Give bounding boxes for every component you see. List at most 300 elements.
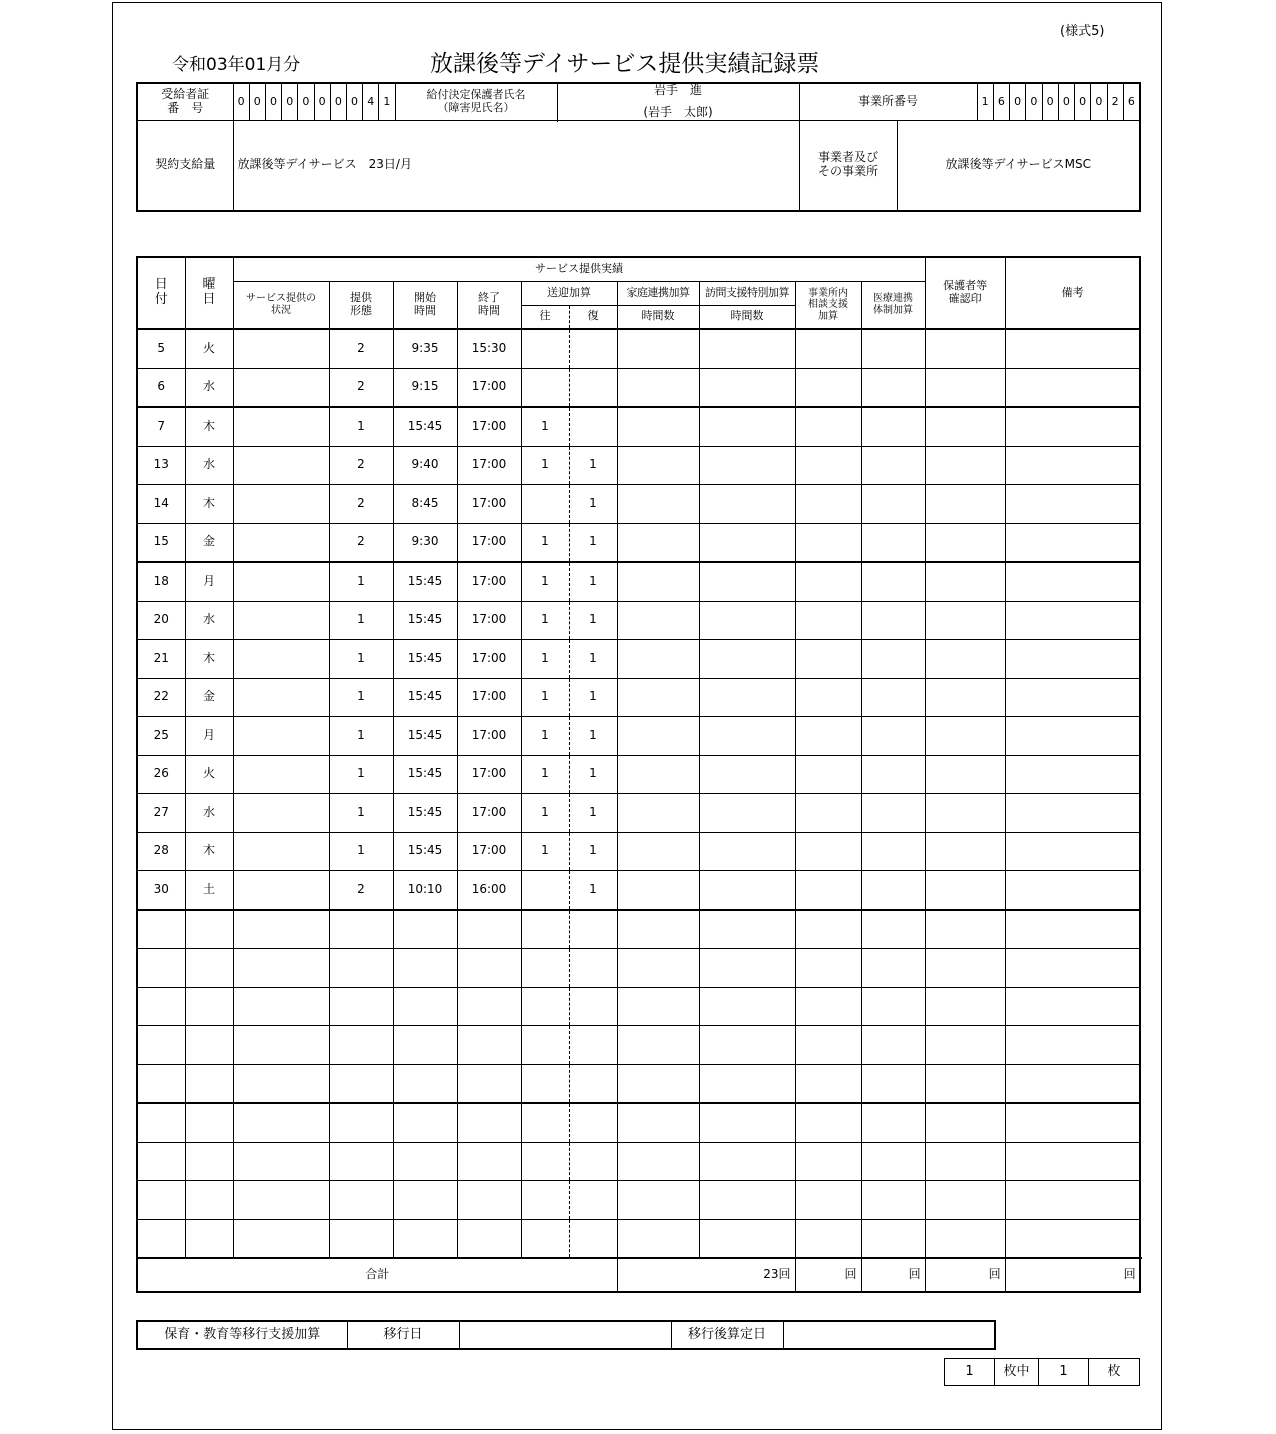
- month-label: 令和03年01月分: [172, 55, 301, 75]
- day-cell: [137, 1026, 185, 1065]
- medical-cell: [861, 601, 925, 640]
- form-cell: 1: [329, 832, 393, 871]
- start-cell: 15:45: [393, 755, 457, 794]
- status-cell: [233, 1026, 329, 1065]
- return-cell: [569, 910, 617, 949]
- start-cell: 15:45: [393, 794, 457, 833]
- guardian-seal-cell: [925, 1181, 1005, 1220]
- status-cell: [233, 678, 329, 717]
- medical-cell: [861, 755, 925, 794]
- start-cell: [393, 1219, 457, 1258]
- status-cell: [233, 562, 329, 601]
- form-cell: [329, 1103, 393, 1142]
- family-hours-cell: [617, 368, 699, 407]
- consult-cell: [795, 910, 861, 949]
- office-digit-boxes: [978, 84, 1140, 120]
- weekday-cell: 月: [185, 562, 233, 601]
- consult-cell: [795, 717, 861, 756]
- transition-support-table: [136, 1320, 996, 1350]
- return-cell: 1: [569, 678, 617, 717]
- visit-hours-cell: [699, 871, 795, 910]
- guardian-label: 給付決定保護者氏名 （障害児氏名）: [395, 83, 557, 121]
- medical-cell: [861, 329, 925, 368]
- consult-cell: [795, 368, 861, 407]
- weekday-cell: 水: [185, 601, 233, 640]
- outbound-cell: 1: [521, 678, 569, 717]
- cert-digit: 0: [347, 84, 363, 120]
- weekday-header: 曜 日: [185, 257, 233, 329]
- family-hours-cell: [617, 1064, 699, 1103]
- return-header: 復: [569, 305, 617, 329]
- day-cell: [137, 1103, 185, 1142]
- medical-cell: [861, 832, 925, 871]
- medical-cell: [861, 987, 925, 1026]
- medical-cell: [861, 1219, 925, 1258]
- status-cell: [233, 601, 329, 640]
- weekday-cell: 火: [185, 755, 233, 794]
- weekday-cell: 土: [185, 871, 233, 910]
- weekday-cell: [185, 1142, 233, 1181]
- start-cell: [393, 987, 457, 1026]
- visit-hours-cell: [699, 949, 795, 988]
- visit-header: 訪問支援特別加算: [699, 281, 795, 305]
- medical-cell: [861, 949, 925, 988]
- remarks-cell: [1005, 1142, 1140, 1181]
- totals-label-text: 合計: [365, 1267, 390, 1282]
- visit-hours-cell: [699, 678, 795, 717]
- visit-hours-cell: [699, 562, 795, 601]
- start-cell: [393, 910, 457, 949]
- end-cell: 17:00: [457, 368, 521, 407]
- table-row: [137, 601, 1140, 640]
- remarks-cell: [1005, 601, 1140, 640]
- guardian-seal-cell: [925, 523, 1005, 562]
- form-cell: [329, 949, 393, 988]
- weekday-cell: [185, 1064, 233, 1103]
- return-cell: 1: [569, 640, 617, 679]
- table-row: [137, 987, 1140, 1026]
- end-cell: 17:00: [457, 755, 521, 794]
- visit-hours-cell: [699, 1026, 795, 1065]
- table-row: [137, 1103, 1140, 1142]
- medical-cell: [861, 910, 925, 949]
- cert-digit: 0: [266, 84, 282, 120]
- guardian-name: 岩手 進: [653, 83, 702, 98]
- table-row: [137, 794, 1140, 833]
- day-cell: 6: [137, 368, 185, 407]
- remarks-cell: [1005, 1026, 1140, 1065]
- visit-hours-cell: [699, 1142, 795, 1181]
- family-hours-cell: [617, 832, 699, 871]
- medical-cell: [861, 1064, 925, 1103]
- office-digit: 6: [1127, 94, 1135, 108]
- form-cell: 2: [329, 446, 393, 485]
- day-header: 日 付: [137, 257, 185, 329]
- family-hours-cell: [617, 562, 699, 601]
- end-cell: 17:00: [457, 640, 521, 679]
- start-cell: [393, 949, 457, 988]
- remarks-cell: [1005, 1064, 1140, 1103]
- end-cell: [457, 1181, 521, 1220]
- outbound-cell: [521, 1026, 569, 1065]
- guardian-seal-cell: [925, 1219, 1005, 1258]
- weekday-cell: [185, 910, 233, 949]
- family-hours-cell: [617, 755, 699, 794]
- return-cell: 1: [569, 523, 617, 562]
- weekday-cell: 水: [185, 446, 233, 485]
- family-header: 家庭連携加算: [617, 281, 699, 305]
- cert-digit: 0: [331, 84, 347, 120]
- weekday-cell: [185, 1219, 233, 1258]
- visit-hours-cell: [699, 910, 795, 949]
- family-hours-cell: [617, 1181, 699, 1220]
- cert-number: [233, 83, 395, 121]
- family-hours-header: 時間数: [617, 305, 699, 329]
- consult-cell: [795, 485, 861, 524]
- guardian-seal-cell: [925, 717, 1005, 756]
- office-digit: 0: [1091, 84, 1107, 120]
- outbound-cell: [521, 1219, 569, 1258]
- child-name: (岩手 太郎): [643, 105, 713, 119]
- family-hours-cell: [617, 987, 699, 1026]
- form-cell: [329, 1142, 393, 1181]
- return-cell: 1: [569, 562, 617, 601]
- consult-cell: [795, 329, 861, 368]
- start-cell: 15:45: [393, 407, 457, 446]
- remarks-cell: [1005, 523, 1140, 562]
- remarks-cell: [1005, 640, 1140, 679]
- day-cell: 14: [137, 485, 185, 524]
- weekday-cell: 水: [185, 794, 233, 833]
- status-cell: [233, 368, 329, 407]
- start-cell: [393, 1103, 457, 1142]
- start-cell: 15:45: [393, 832, 457, 871]
- return-cell: [569, 987, 617, 1026]
- guardian-seal-cell: [925, 640, 1005, 679]
- totals-family: 回: [795, 1258, 861, 1292]
- day-cell: [137, 1142, 185, 1181]
- end-cell: [457, 949, 521, 988]
- status-cell: [233, 717, 329, 756]
- consult-cell: [795, 755, 861, 794]
- family-hours-cell: [617, 640, 699, 679]
- end-cell: [457, 1219, 521, 1258]
- remarks-cell: [1005, 368, 1140, 407]
- return-cell: 1: [569, 832, 617, 871]
- end-cell: 17:00: [457, 717, 521, 756]
- guardian-seal-cell: [925, 1103, 1005, 1142]
- outbound-cell: [521, 329, 569, 368]
- consult-cell: [795, 871, 861, 910]
- day-cell: [137, 987, 185, 1026]
- end-cell: 15:30: [457, 329, 521, 368]
- remarks-cell: [1005, 1103, 1140, 1142]
- medical-cell: [861, 1181, 925, 1220]
- day-cell: 5: [137, 329, 185, 368]
- office-digit: 6: [994, 84, 1010, 120]
- table-row: [137, 755, 1140, 794]
- status-cell: [233, 640, 329, 679]
- remarks-cell: [1005, 678, 1140, 717]
- form-cell: 1: [329, 640, 393, 679]
- service-results-header: サービス提供実績: [233, 257, 925, 281]
- totals-row: [137, 1258, 1140, 1292]
- return-cell: [569, 1142, 617, 1181]
- day-cell: [137, 910, 185, 949]
- header-info-table: [136, 82, 1141, 212]
- outbound-cell: 1: [521, 562, 569, 601]
- status-cell: [233, 987, 329, 1026]
- consult-cell: [795, 1064, 861, 1103]
- end-cell: 17:00: [457, 794, 521, 833]
- table-row: [137, 910, 1140, 949]
- status-cell: [233, 949, 329, 988]
- visit-hours-cell: [699, 446, 795, 485]
- weekday-cell: 木: [185, 640, 233, 679]
- consult-cell: [795, 794, 861, 833]
- outbound-cell: [521, 1142, 569, 1181]
- table-row: [137, 329, 1140, 368]
- status-cell: [233, 523, 329, 562]
- transition-calc-label: 移行後算定日: [671, 1321, 783, 1349]
- form-cell: 2: [329, 523, 393, 562]
- end-cell: 17:00: [457, 601, 521, 640]
- consult-cell: [795, 832, 861, 871]
- form-cell: 2: [329, 329, 393, 368]
- status-cell: [233, 794, 329, 833]
- return-cell: [569, 329, 617, 368]
- guardian-seal-cell: [925, 1142, 1005, 1181]
- guardian-seal-cell: [925, 794, 1005, 833]
- start-cell: 15:45: [393, 601, 457, 640]
- status-cell: [233, 1181, 329, 1220]
- records-table: [136, 256, 1141, 1293]
- remarks-cell: [1005, 407, 1140, 446]
- table-row: [137, 485, 1140, 524]
- start-cell: [393, 1142, 457, 1181]
- day-cell: 15: [137, 523, 185, 562]
- family-hours-cell: [617, 485, 699, 524]
- cert-digit: 0: [250, 84, 266, 120]
- status-cell: [233, 407, 329, 446]
- family-hours-cell: [617, 407, 699, 446]
- start-cell: [393, 1181, 457, 1220]
- guardian-seal-cell: [925, 1064, 1005, 1103]
- return-cell: [569, 1103, 617, 1142]
- outbound-cell: [521, 871, 569, 910]
- form-cell: 1: [329, 601, 393, 640]
- family-hours-cell: [617, 1142, 699, 1181]
- return-cell: 1: [569, 755, 617, 794]
- pagination-table: [944, 1358, 1140, 1386]
- table-row: [137, 949, 1140, 988]
- cert-digit: 0: [315, 84, 331, 120]
- form-title: 放課後等デイサービス提供実績記録票: [430, 51, 820, 77]
- form-cell: 1: [329, 407, 393, 446]
- transport-header: 送迎加算: [521, 281, 617, 305]
- table-row: [137, 562, 1140, 601]
- outbound-cell: 1: [521, 717, 569, 756]
- medical-cell: [861, 794, 925, 833]
- consult-cell: [795, 407, 861, 446]
- medical-header: 医療連携 体制加算: [861, 281, 925, 329]
- guardian-seal-cell: [925, 755, 1005, 794]
- weekday-cell: 月: [185, 717, 233, 756]
- transition-date-value: [459, 1321, 671, 1349]
- return-cell: 1: [569, 871, 617, 910]
- outbound-cell: [521, 368, 569, 407]
- visit-hours-cell: [699, 717, 795, 756]
- end-cell: 16:00: [457, 871, 521, 910]
- consult-cell: [795, 1026, 861, 1065]
- family-hours-cell: [617, 717, 699, 756]
- visit-hours-cell: [699, 640, 795, 679]
- visit-hours-cell: [699, 755, 795, 794]
- return-cell: 1: [569, 794, 617, 833]
- day-cell: 7: [137, 407, 185, 446]
- day-cell: 18: [137, 562, 185, 601]
- remarks-cell: [1005, 329, 1140, 368]
- guardian-seal-cell: [925, 987, 1005, 1026]
- visit-hours-cell: [699, 987, 795, 1026]
- form-cell: 1: [329, 717, 393, 756]
- outbound-cell: [521, 1103, 569, 1142]
- family-hours-cell: [617, 446, 699, 485]
- remarks-cell: [1005, 717, 1140, 756]
- guardian-seal-cell: [925, 407, 1005, 446]
- status-cell: [233, 485, 329, 524]
- guardian-seal-cell: [925, 949, 1005, 988]
- medical-cell: [861, 678, 925, 717]
- consult-cell: [795, 949, 861, 988]
- consult-cell: [795, 562, 861, 601]
- remarks-cell: [1005, 794, 1140, 833]
- page-total: 1: [1039, 1359, 1089, 1386]
- visit-hours-cell: [699, 523, 795, 562]
- return-cell: 1: [569, 717, 617, 756]
- end-cell: [457, 987, 521, 1026]
- start-header: 開始 時間: [393, 281, 457, 329]
- transition-calc-value: [783, 1321, 995, 1349]
- start-cell: 15:45: [393, 717, 457, 756]
- outbound-cell: [521, 485, 569, 524]
- office-number-label: 事業所番号: [799, 83, 977, 121]
- weekday-cell: [185, 949, 233, 988]
- visit-hours-cell: [699, 794, 795, 833]
- day-cell: 30: [137, 871, 185, 910]
- table-row: [137, 1064, 1140, 1103]
- start-cell: 15:45: [393, 678, 457, 717]
- status-cell: [233, 910, 329, 949]
- table-row: [137, 717, 1140, 756]
- weekday-cell: 火: [185, 329, 233, 368]
- office-digit: 0: [1059, 84, 1075, 120]
- start-cell: 9:30: [393, 523, 457, 562]
- status-cell: [233, 755, 329, 794]
- visit-hours-cell: [699, 601, 795, 640]
- totals-medical: 回: [1005, 1258, 1140, 1292]
- form-header: 提供 形態: [329, 281, 393, 329]
- status-header: サービス提供の 状況: [233, 281, 329, 329]
- family-hours-cell: [617, 910, 699, 949]
- outbound-cell: [521, 1181, 569, 1220]
- table-row: [137, 1219, 1140, 1258]
- outbound-cell: 1: [521, 755, 569, 794]
- consult-cell: [795, 523, 861, 562]
- cert-digit: 0: [234, 84, 250, 120]
- cert-digit: 0: [282, 84, 298, 120]
- transition-date-label: 移行日: [347, 1321, 459, 1349]
- consult-cell: [795, 987, 861, 1026]
- outbound-cell: 1: [521, 640, 569, 679]
- weekday-cell: 木: [185, 407, 233, 446]
- return-cell: 1: [569, 485, 617, 524]
- cert-digit: 1: [383, 94, 391, 108]
- form-cell: [329, 1219, 393, 1258]
- office-digit: 2: [1108, 84, 1124, 120]
- table-row: [137, 832, 1140, 871]
- guardian-seal-cell: [925, 329, 1005, 368]
- start-cell: 9:40: [393, 446, 457, 485]
- office-digit: 0: [1026, 84, 1042, 120]
- family-hours-cell: [617, 678, 699, 717]
- page-of-label: 枚中: [995, 1359, 1039, 1386]
- start-cell: 10:10: [393, 871, 457, 910]
- status-cell: [233, 1142, 329, 1181]
- outbound-cell: [521, 910, 569, 949]
- return-cell: [569, 1181, 617, 1220]
- medical-cell: [861, 717, 925, 756]
- family-hours-cell: [617, 329, 699, 368]
- consult-cell: [795, 1181, 861, 1220]
- outbound-cell: 1: [521, 523, 569, 562]
- guardian-seal-cell: [925, 562, 1005, 601]
- remarks-cell: [1005, 562, 1140, 601]
- guardian-seal-cell: [925, 446, 1005, 485]
- medical-cell: [861, 523, 925, 562]
- page-current: 1: [945, 1359, 995, 1386]
- totals-consult: 回: [925, 1258, 1005, 1292]
- weekday-cell: 木: [185, 485, 233, 524]
- remarks-cell: [1005, 446, 1140, 485]
- office-digit: 0: [1043, 84, 1059, 120]
- guardian-seal-header: 保護者等 確認印: [925, 257, 1005, 329]
- end-header: 終了 時間: [457, 281, 521, 329]
- outbound-cell: 1: [521, 407, 569, 446]
- outbound-cell: [521, 987, 569, 1026]
- start-cell: [393, 1026, 457, 1065]
- form-cell: 2: [329, 485, 393, 524]
- form-cell: [329, 987, 393, 1026]
- weekday-cell: 木: [185, 832, 233, 871]
- family-hours-cell: [617, 1103, 699, 1142]
- consult-header: 事業所内 相談支援 加算: [795, 281, 861, 329]
- visit-hours-cell: [699, 1103, 795, 1142]
- consult-cell: [795, 640, 861, 679]
- day-cell: 21: [137, 640, 185, 679]
- form-cell: [329, 1026, 393, 1065]
- remarks-cell: [1005, 871, 1140, 910]
- remarks-cell: [1005, 485, 1140, 524]
- visit-hours-cell: [699, 832, 795, 871]
- cert-digit: 0: [298, 84, 314, 120]
- family-hours-cell: [617, 871, 699, 910]
- day-cell: 22: [137, 678, 185, 717]
- return-cell: [569, 407, 617, 446]
- end-cell: [457, 1103, 521, 1142]
- visit-hours-cell: [699, 1219, 795, 1258]
- weekday-cell: [185, 1026, 233, 1065]
